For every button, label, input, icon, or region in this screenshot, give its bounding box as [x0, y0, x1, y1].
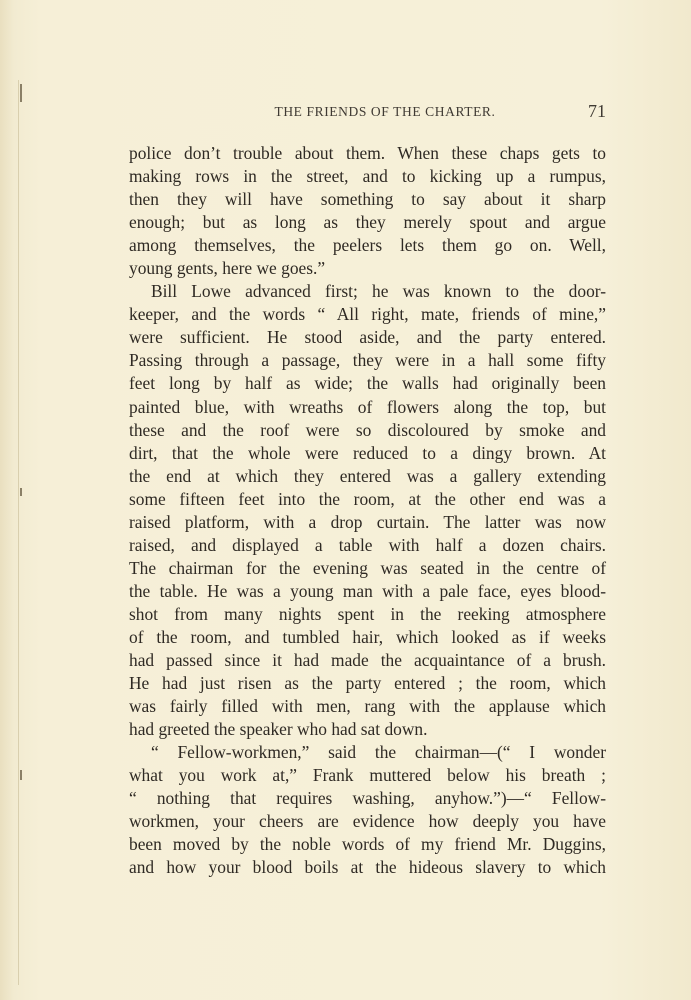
- gutter-line: [18, 80, 19, 985]
- text-line: been moved by the noble words of my friend Mr. Duggins,: [129, 834, 606, 855]
- text-line: and how your blood boils at the hideous slavery to which: [129, 857, 606, 878]
- margin-mark: [20, 84, 22, 102]
- text-line: shot from many nights spent in the reeking atmosphere: [129, 603, 606, 624]
- text-line: Passing through a passage, they were in a hall some fifty: [129, 350, 606, 371]
- margin-mark: [20, 488, 22, 496]
- text-line: among themselves, the peelers lets them go on. Well,: [129, 235, 606, 256]
- text-line: painted blue, with wreaths of flowers along the top, but: [129, 396, 606, 417]
- text-line: He had just risen as the party entered ; the room, which: [129, 673, 606, 694]
- text-line: “ nothing that requires washing, anyhow.”)—“ Fellow-: [129, 788, 606, 809]
- running-title: THE FRIENDS OF THE CHARTER.: [274, 104, 496, 119]
- text-line: were sufficient. He stood aside, and the party entered.: [129, 327, 606, 348]
- text-line: what you work at,” Frank muttered below his breath ;: [129, 765, 606, 786]
- text-line: the end at which they entered was a gallery extending: [129, 465, 606, 486]
- text-line: these and the roof were so discoloured by smoke and: [129, 419, 606, 440]
- text-line: young gents, here we goes.”: [129, 258, 326, 279]
- text-line: police don’t trouble about them. When these chaps gets to: [129, 143, 606, 163]
- text-line: Bill Lowe advanced first; he was known to the door-: [151, 281, 606, 302]
- running-head: [130, 101, 606, 123]
- text-line: workmen, your cheers are evidence how deeply you have: [129, 811, 606, 832]
- text-line: feet long by half as wide; the walls had originally been: [129, 373, 606, 394]
- text-line: was fairly filled with men, rang with the applause which: [129, 696, 606, 717]
- text-line: raised platform, with a drop curtain. The latter was now: [129, 511, 606, 532]
- text-line: had passed since it had made the acquaintance of a brush.: [129, 650, 606, 671]
- text-line: enough; but as long as they merely spout and argue: [129, 212, 606, 233]
- text-line: raised, and displayed a table with half a dozen chairs.: [129, 534, 606, 555]
- text-line: the table. He was a young man with a pale face, eyes blood-: [129, 580, 606, 601]
- text-line: keeper, and the words “ All right, mate, friends of mine,”: [129, 304, 606, 325]
- body-text: [129, 142, 606, 880]
- text-line: some fifteen feet into the room, at the other end was a: [129, 488, 606, 509]
- text-line: then they will have something to say about it sharp: [129, 189, 606, 210]
- page-number: 71: [588, 101, 606, 121]
- margin-mark: [20, 770, 22, 780]
- text-line: The chairman for the evening was seated in the centre of: [129, 557, 606, 578]
- text-line: dirt, that the whole were reduced to a dingy brown. At: [129, 442, 606, 463]
- text-line: had greeted the speaker who had sat down.: [129, 719, 428, 740]
- text-line: of the room, and tumbled hair, which looked as if weeks: [129, 626, 606, 647]
- text-line: making rows in the street, and to kicking up a rumpus,: [129, 166, 606, 187]
- text-line: “ Fellow-workmen,” said the chairman—(“ I wonder: [151, 742, 606, 763]
